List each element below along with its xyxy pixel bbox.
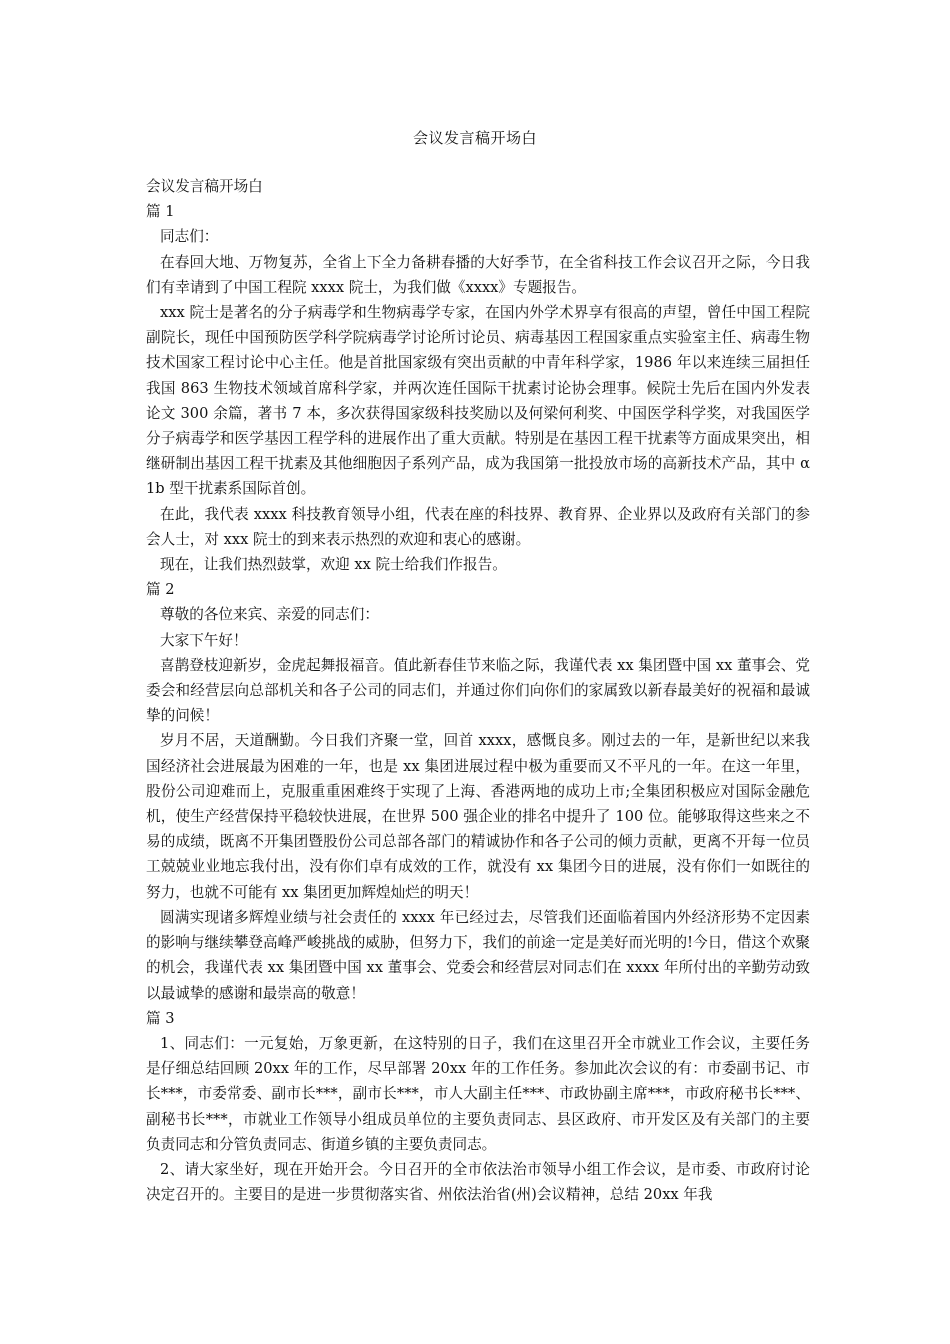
paragraph: 现在，让我们热烈鼓掌，欢迎 xx 院士给我们作报告。: [160, 556, 507, 574]
paragraph: 尊敬的各位来宾、亲爱的同志们：: [160, 606, 379, 624]
document-title: 会议发言稿开场白: [412, 129, 537, 147]
section-heading: 篇 3: [146, 1009, 175, 1027]
paragraph: 岁月不居，天道酬勤。今日我们齐聚一堂，回首 xxxx，感慨良多。刚过去的一年，是新世纪以来我国经济社会进展最为困难的一年，也是 xx 集团进展过程中极为重要而又不平凡的一年。在这一年里，股份公司迎难而上，克服重重困难终于实现了上海、香港两地的成功上市;全集团积极应对国际金融危机，使生产经营保持平稳较快进展，在世界 500 强企业的排名中提升了 100 位。能够取得这些来之不易的成绩，既离不开集团暨股份公司总部各部门的精诚协作和各子公司的倾力贡献，更离不开每一位员工兢兢业业地忘我付出，没有你们卓有成效的工作，就没有 xx 集团今日的进展，没有你们一如既往的努力，也就不可能有 xx 集团更加辉煌灿烂的明天！: [146, 732, 810, 901]
paragraph: 在此，我代表 xxxx 科技教育领导小组，代表在座的科技界、教育界、企业界以及政府有关部门的参会人士，对 xxx 院士的到来表示热烈的欢迎和衷心的感谢。: [146, 505, 810, 548]
paragraph: 大家下午好！: [160, 631, 248, 649]
section-heading: 篇 2: [146, 581, 175, 599]
paragraph: 2、请大家坐好，现在开始开会。今日召开的全市依法治市领导小组工作会议，是市委、市政府讨论决定召开的。主要目的是进一步贯彻落实省、州依法治省(州)会议精神，总结 20xx 年我: [146, 1160, 810, 1204]
section-heading: 篇 1: [146, 203, 175, 221]
paragraph: 圆满实现诸多辉煌业绩与社会责任的 xxxx 年已经过去，尽管我们还面临着国内外经济形势不定因素的影响与继续攀登高峰严峻挑战的威胁，但努力下，我们的前途一定是美好而光明的!今日，借这个欢聚的机会，我谨代表 xx 集团暨中国 xx 董事会、党委会和经营层对同志们在 xxxx 年所付出的辛勤劳动致以最诚挚的感谢和最崇高的敬意！: [146, 908, 810, 1002]
paragraph: 1、同志们：一元复始，万象更新，在这特别的日子，我们在这里召开全市就业工作会议，主要任务是仔细总结回顾 20xx 年的工作，尽早部署 20xx 年的工作任务。参加此次会议的有：市委副书记、市长***，市委常委、副市长***，副市长***，市人大副主任***、市政协副主席***，市政府秘书长***、副秘书长***，市就业工作领导小组成员单位的主要负责同志、县区政府、市开发区及有关部门的主要负责同志和分管负责同志、街道乡镇的主要负责同志。: [146, 1034, 810, 1153]
paragraph: 喜鹊登枝迎新岁，金虎起舞报福音。值此新春佳节来临之际，我谨代表 xx 集团暨中国 xx 董事会、党委会和经营层向总部机关和各子公司的同志们，并通过你们向你们的家属致以新春最美好的祝福和最诚挚的问候！: [146, 656, 810, 725]
paragraph: xxx 院士是著名的分子病毒学和生物病毒学专家，在国内外学术界享有很高的声望，曾任中国工程院副院长，现任中国预防医学科学院病毒学讨论所讨论员、病毒基因工程国家重点实验室主任、病毒生物技术国家工程讨论中心主任。他是首批国家级有突出贡献的中青年科学家，1986 年以来连续三届担任我国 863 生物技术领域首席科学家，并两次连任国际干扰素讨论协会理事。候院士先后在国内外发表论文 300 余篇，著书 7 本，多次获得国家级科技奖励以及何梁何利奖、中国医学科学奖，对我国医学分子病毒学和医学基因工程学科的进展作出了重大贡献。特别是在基因工程干扰素等方面成果突出，相继研制出基因工程干扰素及其他细胞因子系列产品，成为我国第一批投放市场的高新技术产品，其中 α 1b 型干扰素系国际首创。: [146, 304, 810, 498]
document-body: [146, 174, 810, 1207]
document-subtitle: 会议发言稿开场白: [146, 178, 263, 195]
paragraph: 同志们：: [160, 228, 219, 246]
paragraph: 在春回大地、万物复苏，全省上下全力备耕春播的大好季节，在全省科技工作会议召开之际，今日我们有幸请到了中国工程院 xxxx 院士，为我们做《xxxx》专题报告。: [146, 253, 810, 296]
